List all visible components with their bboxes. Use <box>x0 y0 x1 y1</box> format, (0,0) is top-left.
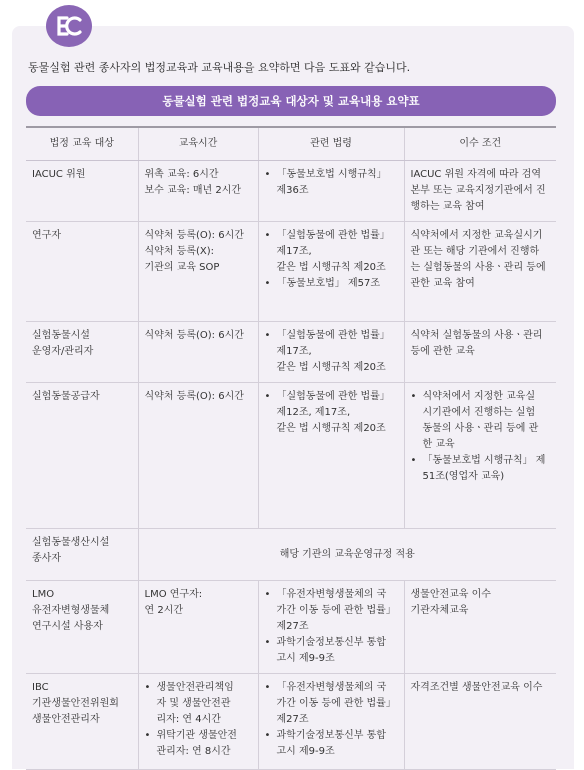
bullet-item <box>265 389 398 437</box>
cell-line: 식약처 등록(X): <box>144 246 215 257</box>
cell-line: 본부 또는 교육지정기관에서 진 <box>410 185 546 196</box>
cell-line: IACUC 위원 <box>32 169 86 180</box>
cell-line: 자 및 생물안전관 <box>156 698 231 709</box>
cell-law <box>258 674 404 770</box>
cell-line: 리자: 연 4시간 <box>156 714 221 725</box>
cell-condition <box>404 581 556 674</box>
bullet-item <box>411 453 551 485</box>
cell-line: 동물의 사용ㆍ관리 등에 관 <box>422 423 539 434</box>
cell-line: 식약처 등록(O): 6시간 <box>144 230 244 241</box>
cell-line: 기관생물안전위원회 <box>32 698 119 709</box>
header-law: 관련 법령 <box>258 127 404 161</box>
cell-condition <box>404 222 556 322</box>
cell-merged: 해당 기관의 교육운영규정 적용 <box>138 529 556 581</box>
cell-line: IACUC 위원 자격에 따라 검역 <box>410 169 542 180</box>
bullet-list <box>265 228 398 292</box>
cell-line: 생물안전관리자 <box>32 714 100 725</box>
cell-line: 행하는 교육 참여 <box>410 201 485 212</box>
cell-time <box>138 383 258 529</box>
cell-line: 같은 법 시행규칙 제20조 <box>276 262 386 273</box>
cell-line: 한 교육 <box>422 439 455 450</box>
cell-line: 고시 제9-9조 <box>276 653 335 664</box>
cell-line: • 「동물보호법」 제57조 <box>276 278 381 289</box>
bullet-item <box>265 228 398 276</box>
cell-time <box>138 161 258 222</box>
ec-logo-icon <box>46 5 92 47</box>
cell-line: 실험동물공급자 <box>32 391 100 402</box>
cell-line: 기관자체교육 <box>410 605 469 616</box>
table-row <box>26 161 556 222</box>
cell-line: • 「동물보호법 시행규칙」 <box>276 169 387 180</box>
table-row <box>26 674 556 770</box>
cell-condition <box>404 383 556 529</box>
cell-line: 가간 이동 등에 관한 법률」 <box>276 605 396 616</box>
bullet-item <box>145 728 252 760</box>
cell-line: 보수 교육: 매년 2시간 <box>144 185 242 196</box>
cell-line: 연구자 <box>32 230 61 241</box>
cell-law <box>258 161 404 222</box>
cell-condition <box>404 322 556 383</box>
cell-line: 실험동물시설 <box>32 330 90 341</box>
cell-line: 시기관에서 진행하는 실험 <box>422 407 536 418</box>
cell-line: 같은 법 시행규칙 제20조 <box>276 423 386 434</box>
cell-line: • 생물안전관리책임 <box>156 682 234 693</box>
cell-line: 등에 관한 교육 <box>410 346 475 357</box>
cell-target <box>26 581 138 674</box>
cell-law <box>258 222 404 322</box>
bullet-list <box>145 680 252 760</box>
cell-target <box>26 383 138 529</box>
cell-line: IBC <box>32 682 49 693</box>
cell-target <box>26 529 138 581</box>
cell-line: • 「실험동물에 관한 법률」 <box>276 391 390 402</box>
cell-line: 연 2시간 <box>144 605 184 616</box>
bullet-list <box>411 389 551 485</box>
cell-line: 같은 법 시행규칙 제20조 <box>276 362 386 373</box>
cell-line: 관한 교육 참여 <box>410 278 475 289</box>
bullet-item <box>265 635 398 667</box>
cell-law <box>258 322 404 383</box>
header-time: 교육시간 <box>138 127 258 161</box>
header-condition: 이수 조건 <box>404 127 556 161</box>
cell-line: 생물안전교육 이수 <box>410 589 491 600</box>
cell-line: 종사자 <box>32 553 61 564</box>
cell-line: 51조(영업자 교육) <box>422 471 505 482</box>
bullet-item <box>265 276 398 292</box>
cell-line: 기관의 교육 SOP <box>144 262 220 273</box>
cell-line: 관리자: 연 8시간 <box>156 746 231 757</box>
cell-line: 운영자/관리자 <box>32 346 94 357</box>
cell-line: 는 실험동물의 사용ㆍ관리 등에 <box>410 262 546 273</box>
cell-line: • 과학기술정보통신부 통합 <box>276 637 386 648</box>
cell-time <box>138 222 258 322</box>
cell-target <box>26 222 138 322</box>
bullet-item <box>265 167 398 199</box>
cell-line: 제17조, <box>276 346 312 357</box>
cell-line: • 「유전자변형생물체의 국 <box>276 589 387 600</box>
cell-line: 제12조, 제17조, <box>276 407 351 418</box>
header-target: 법정 교육 대상 <box>26 127 138 161</box>
cell-line: • 「실험동물에 관한 법률」 <box>276 230 390 241</box>
cell-line: • 「유전자변형생물체의 국 <box>276 682 387 693</box>
bullet-item <box>145 680 252 728</box>
cell-target <box>26 674 138 770</box>
bullet-item <box>265 328 398 376</box>
cell-line: 유전자변형생물체 <box>32 605 110 616</box>
cell-law <box>258 383 404 529</box>
cell-time <box>138 322 258 383</box>
cell-line: 식약처 실험동물의 사용ㆍ관리 <box>410 330 543 341</box>
table-header-row <box>26 127 556 161</box>
education-summary-table <box>26 126 556 770</box>
bullet-list <box>265 167 398 199</box>
cell-line: 연구시설 사용자 <box>32 621 103 632</box>
cell-line: • 「실험동물에 관한 법률」 <box>276 330 390 341</box>
cell-condition <box>404 674 556 770</box>
cell-line: 제17조, <box>276 246 312 257</box>
bullet-list <box>265 389 398 437</box>
cell-line: • 과학기술정보통신부 통합 <box>276 730 386 741</box>
cell-law <box>258 581 404 674</box>
table-row <box>26 529 556 581</box>
cell-time <box>138 674 258 770</box>
cell-line: 가간 이동 등에 관한 법률」 <box>276 698 396 709</box>
bullet-list <box>265 587 398 667</box>
cell-time <box>138 581 258 674</box>
bullet-item <box>265 728 398 760</box>
intro-text: 동물실험 관련 종사자의 법정교육과 교육내용을 요약하면 다음 도표와 같습니다. <box>28 61 411 74</box>
table-row <box>26 322 556 383</box>
table-row <box>26 581 556 674</box>
cell-line: 고시 제9-9조 <box>276 746 335 757</box>
cell-line: • 위탁기관 생물안전 <box>156 730 237 741</box>
table-row <box>26 222 556 322</box>
cell-line: 식약처에서 지정한 교육실시기 <box>410 230 543 241</box>
cell-line: 자격조건별 생물안전교육 이수 <box>410 682 543 693</box>
bullet-list <box>265 680 398 760</box>
bullet-list <box>265 328 398 376</box>
cell-line: • 식약처에서 지정한 교육실 <box>422 391 536 402</box>
table-title-banner: 동물실험 관련 법정교육 대상자 및 교육내용 요약표 <box>26 86 556 116</box>
cell-line: 식약처 등록(O): 6시간 <box>144 330 244 341</box>
cell-line: 실험동물생산시설 <box>32 537 110 548</box>
cell-line: 식약처 등록(O): 6시간 <box>144 391 244 402</box>
cell-line: 제27조 <box>276 621 309 632</box>
cell-line: LMO 연구자: <box>144 589 203 600</box>
bullet-item <box>265 680 398 728</box>
cell-line: 제36조 <box>276 185 309 196</box>
cell-line: 위촉 교육: 6시간 <box>144 169 219 180</box>
cell-line: 제27조 <box>276 714 309 725</box>
cell-line: • 「동물보호법 시행규칙」 제 <box>422 455 546 466</box>
cell-condition <box>404 161 556 222</box>
cell-target <box>26 322 138 383</box>
bullet-item <box>265 587 398 635</box>
cell-line: LMO <box>32 589 55 600</box>
cell-target <box>26 161 138 222</box>
table-row <box>26 383 556 529</box>
cell-line: 관 또는 해당 기관에서 진행하 <box>410 246 540 257</box>
bullet-item <box>411 389 551 453</box>
